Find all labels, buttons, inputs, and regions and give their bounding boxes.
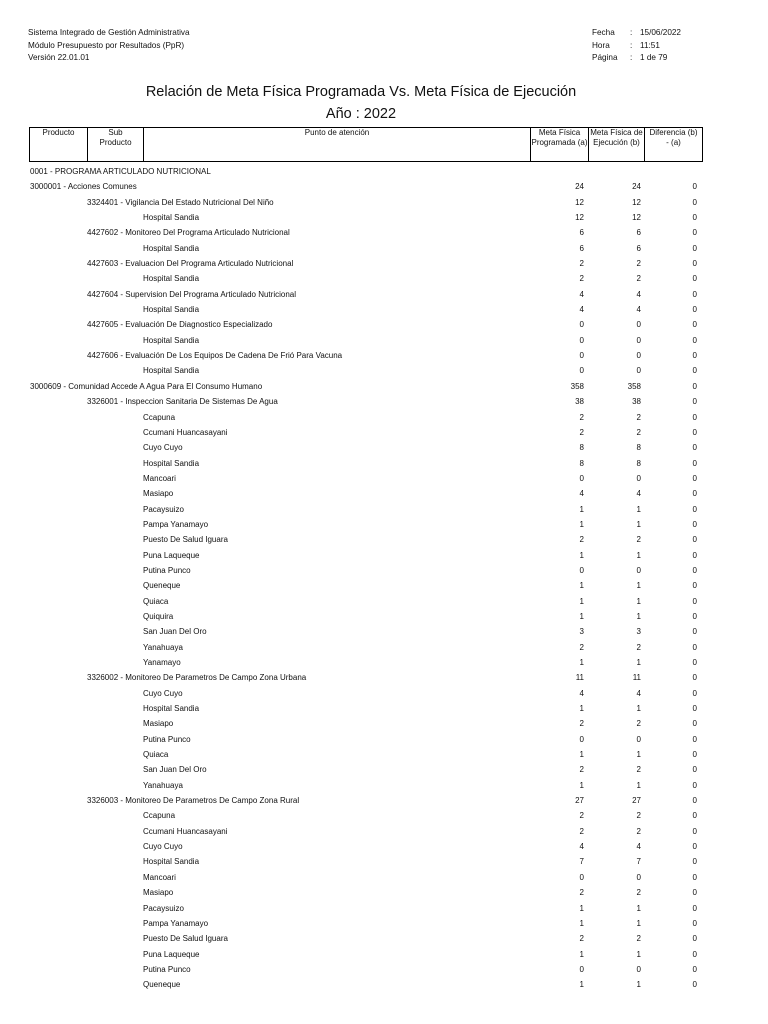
diferencia-value: 0 (692, 627, 697, 637)
row-label: Queneque (143, 980, 181, 990)
meta-programada-value: 0 (579, 320, 584, 330)
meta-ejecucion-value: 1 (636, 519, 641, 529)
meta-ejecucion-value: 12 (632, 213, 641, 223)
meta-programada-value: 6 (579, 228, 584, 238)
diferencia-value: 0 (692, 611, 697, 621)
diferencia-value: 0 (692, 535, 697, 545)
diferencia-value: 0 (692, 228, 697, 238)
row-label: Hospital Sandia (143, 704, 200, 714)
diferencia-value: 0 (692, 980, 697, 990)
row-label: Mancoari (143, 473, 176, 483)
meta-programada-value: 358 (570, 381, 584, 391)
meta-ejecucion-value: 2 (636, 412, 641, 422)
meta-programada-value: 4 (579, 289, 584, 299)
report-title: Relación de Meta Física Programada Vs. Meta Física de Ejecución (145, 84, 577, 100)
meta-ejecucion-value: 2 (636, 642, 641, 652)
meta-programada-value: 1 (579, 658, 584, 667)
meta-ejecucion-value: 2 (636, 888, 641, 898)
row-label: Pampa Yanamayo (143, 519, 209, 529)
row-label: Cuyo Cuyo (143, 688, 183, 698)
facility-row (0, 762, 768, 777)
meta-ejecucion-value: 7 (636, 857, 641, 867)
subproduct-row (0, 195, 768, 210)
diferencia-value: 0 (692, 182, 697, 192)
meta-programada-value: 4 (579, 305, 584, 315)
meta-programada-value: 24 (575, 182, 584, 192)
meta-ejecucion-value: 11 (632, 673, 641, 683)
row-label: Pacaysuizo (143, 903, 184, 913)
facility-row (0, 839, 768, 854)
meta-ejecucion-value: 2 (636, 719, 641, 729)
meta-ejecucion-value: 6 (636, 243, 641, 253)
facility-row (0, 517, 768, 532)
diferencia-value: 0 (692, 964, 697, 974)
fecha-value: 15/06/2022 (640, 28, 681, 37)
diferencia-value: 0 (692, 519, 697, 529)
row-label: 0001 - PROGRAMA ARTICULADO NUTRICIONAL (30, 167, 211, 176)
facility-row (0, 686, 768, 701)
row-label: 4427604 - Supervision Del Programa Articulado Nutricional (87, 289, 296, 299)
diferencia-value: 0 (692, 826, 697, 836)
meta-ejecucion-value: 0 (636, 320, 641, 330)
meta-programada-value: 1 (579, 704, 584, 714)
facility-row (0, 732, 768, 747)
meta-programada-value: 2 (579, 888, 584, 898)
pagina-colon: : (630, 53, 633, 62)
fecha-colon: : (630, 28, 633, 37)
row-label: Yanahuaya (143, 642, 183, 652)
meta-ejecucion-value: 3 (636, 627, 641, 637)
row-label: Hospital Sandia (143, 305, 200, 315)
meta-programada-value: 38 (575, 397, 584, 407)
meta-ejecucion-value: 38 (632, 397, 641, 407)
meta-ejecucion-value: 4 (636, 305, 641, 315)
column-header-table (29, 127, 703, 162)
meta-programada-value: 1 (579, 980, 584, 990)
row-label: Pacaysuizo (143, 504, 184, 514)
row-label: Puesto De Salud Iguara (143, 934, 228, 944)
row-label: Quiaca (143, 596, 169, 606)
meta-programada-value: 1 (579, 903, 584, 913)
product-row (0, 179, 768, 194)
diferencia-value: 0 (692, 918, 697, 928)
meta-programada-value: 2 (579, 412, 584, 422)
facility-row (0, 962, 768, 977)
meta-programada-value: 27 (575, 796, 584, 806)
subproduct-row (0, 225, 768, 240)
meta-ejecucion-value: 8 (636, 458, 641, 468)
row-label: Putina Punco (143, 964, 191, 974)
meta-ejecucion-value: 1 (636, 918, 641, 928)
meta-ejecucion-value: 2 (636, 826, 641, 836)
diferencia-value: 0 (692, 704, 697, 714)
row-label: Queneque (143, 581, 181, 591)
facility-row (0, 916, 768, 931)
row-label: 3326002 - Monitoreo De Parametros De Campo Zona Urbana (87, 673, 307, 683)
row-label: Hospital Sandia (143, 857, 200, 867)
diferencia-value: 0 (692, 427, 697, 437)
meta-ejecucion-value: 6 (636, 228, 641, 238)
facility-row (0, 609, 768, 624)
diferencia-value: 0 (692, 811, 697, 821)
meta-programada-value: 1 (579, 581, 584, 591)
diferencia-value: 0 (692, 243, 697, 253)
facility-row (0, 655, 768, 670)
meta-programada-value: 1 (579, 611, 584, 621)
facility-row (0, 885, 768, 900)
facility-row (0, 931, 768, 946)
row-label: Puna Laqueque (143, 550, 200, 560)
meta-programada-value: 6 (579, 243, 584, 253)
meta-ejecucion-value: 1 (636, 704, 641, 714)
meta-ejecucion-value: 2 (636, 934, 641, 944)
row-label: Yanamayo (143, 658, 181, 667)
diferencia-value: 0 (692, 443, 697, 453)
meta-ejecucion-value: 4 (636, 842, 641, 852)
diferencia-value: 0 (692, 719, 697, 729)
hora-value: 11:51 (640, 40, 660, 50)
report-year: Año : 2022 (325, 106, 397, 122)
col-diferencia (645, 128, 703, 162)
diferencia-value: 0 (692, 872, 697, 882)
row-label: 3000001 - Acciones Comunes (30, 182, 137, 192)
meta-programada-value: 12 (575, 213, 584, 223)
meta-ejecucion-value: 4 (636, 489, 641, 499)
diferencia-value: 0 (692, 305, 697, 315)
diferencia-value: 0 (692, 888, 697, 898)
subproduct-row (0, 256, 768, 271)
diferencia-value: 0 (692, 274, 697, 284)
report-header-right (592, 27, 681, 65)
subproduct-row (0, 317, 768, 332)
row-label: Mancoari (143, 872, 176, 882)
product-row (0, 379, 768, 394)
meta-programada-value: 0 (579, 734, 584, 744)
diferencia-value: 0 (692, 381, 697, 391)
meta-ejecucion-value: 2 (636, 427, 641, 437)
meta-programada-value: 4 (579, 842, 584, 852)
diferencia-value: 0 (692, 903, 697, 913)
meta-programada-value: 1 (579, 596, 584, 606)
meta-programada-value: 2 (579, 765, 584, 775)
meta-ejecucion-value: 0 (636, 366, 641, 376)
meta-ejecucion-value: 1 (636, 949, 641, 959)
meta-programada-value: 0 (579, 964, 584, 974)
meta-programada-value: 0 (579, 335, 584, 345)
col-diferencia-label: Diferencia (b) - (a) (649, 128, 698, 147)
subproduct-row (0, 394, 768, 409)
row-label: 3326003 - Monitoreo De Parametros De Campo Zona Rural (87, 796, 300, 806)
meta-programada-value: 8 (579, 443, 584, 453)
meta-programada-value: 1 (579, 750, 584, 760)
row-label: Ccapuna (143, 811, 176, 821)
meta-programada-value: 2 (579, 274, 584, 284)
system-name: Sistema Integrado de Gestión Administrativa (28, 28, 190, 37)
row-label: 3326001 - Inspeccion Sanitaria De Sistemas De Agua (87, 397, 278, 407)
meta-programada-value: 2 (579, 719, 584, 729)
subproduct-row (0, 348, 768, 363)
diferencia-value: 0 (692, 565, 697, 575)
program-row (0, 164, 768, 179)
pagina-row (592, 52, 681, 65)
col-meta-ejecucion: Meta Física de Ejecución (b) (589, 128, 645, 162)
diferencia-value: 0 (692, 397, 697, 407)
facility-row (0, 824, 768, 839)
diferencia-value: 0 (692, 259, 697, 269)
meta-ejecucion-value: 1 (636, 596, 641, 606)
fecha-row (592, 27, 681, 40)
diferencia-value: 0 (692, 550, 697, 560)
facility-row (0, 578, 768, 593)
row-label: Hospital Sandia (143, 213, 200, 223)
meta-programada-value: 1 (579, 504, 584, 514)
subproduct-row (0, 287, 768, 302)
row-label: Masiapo (143, 719, 174, 729)
diferencia-value: 0 (692, 197, 697, 207)
facility-row (0, 778, 768, 793)
row-label: Cuyo Cuyo (143, 842, 183, 852)
meta-ejecucion-value: 1 (636, 903, 641, 913)
meta-ejecucion-value: 1 (636, 750, 641, 760)
col-sub-producto-label: Sub Producto (99, 128, 132, 147)
facility-row (0, 425, 768, 440)
meta-ejecucion-value: 1 (636, 504, 641, 514)
facility-row (0, 870, 768, 885)
meta-ejecucion-value: 1 (636, 581, 641, 591)
report-rows (0, 164, 768, 993)
row-label: Putina Punco (143, 734, 191, 744)
row-label: 4427603 - Evaluacion Del Programa Articulado Nutricional (87, 259, 294, 269)
fecha-label: Fecha (592, 28, 615, 37)
facility-row (0, 747, 768, 762)
facility-row (0, 947, 768, 962)
meta-ejecucion-value: 12 (632, 197, 641, 207)
row-label: Ccumani Huancasayani (143, 427, 228, 437)
meta-ejecucion-value: 4 (636, 289, 641, 299)
meta-programada-value: 0 (579, 473, 584, 483)
row-label: Quiaca (143, 750, 169, 760)
diferencia-value: 0 (692, 765, 697, 775)
hora-row (592, 40, 681, 53)
meta-ejecucion-value: 1 (636, 611, 641, 621)
facility-row (0, 548, 768, 563)
facility-row (0, 363, 768, 378)
meta-programada-value: 0 (579, 366, 584, 376)
meta-programada-value: 1 (579, 918, 584, 928)
diferencia-value: 0 (692, 796, 697, 806)
facility-row (0, 440, 768, 455)
pagina-label: Página (592, 53, 618, 62)
meta-ejecucion-value: 1 (636, 550, 641, 560)
meta-programada-value: 2 (579, 259, 584, 269)
diferencia-value: 0 (692, 351, 697, 361)
meta-ejecucion-value: 2 (636, 535, 641, 545)
hora-label: Hora (592, 40, 610, 50)
row-label: Pampa Yanamayo (143, 918, 209, 928)
col-producto: Producto (30, 128, 88, 162)
meta-programada-value: 12 (575, 197, 584, 207)
meta-programada-value: 2 (579, 642, 584, 652)
row-label: Hospital Sandia (143, 335, 200, 345)
diferencia-value: 0 (692, 658, 697, 667)
facility-row (0, 271, 768, 286)
row-label: Putina Punco (143, 565, 191, 575)
meta-programada-value: 1 (579, 550, 584, 560)
diferencia-value: 0 (692, 504, 697, 514)
diferencia-value: 0 (692, 596, 697, 606)
meta-programada-value: 7 (579, 857, 584, 867)
meta-ejecucion-value: 0 (636, 964, 641, 974)
facility-row (0, 901, 768, 916)
meta-programada-value: 0 (579, 872, 584, 882)
diferencia-value: 0 (692, 857, 697, 867)
col-meta-programada: Meta Física Programada (a) (531, 128, 589, 162)
row-label: Cuyo Cuyo (143, 443, 183, 453)
meta-ejecucion-value: 1 (636, 980, 641, 990)
module-name: Módulo Presupuesto por Resultados (PpR) (28, 40, 185, 50)
facility-row (0, 333, 768, 348)
diferencia-value: 0 (692, 750, 697, 760)
subproduct-row (0, 793, 768, 808)
row-label: Masiapo (143, 489, 174, 499)
meta-programada-value: 3 (579, 627, 584, 637)
meta-programada-value: 2 (579, 811, 584, 821)
row-label: 4427606 - Evaluación De Los Equipos De Cadena De Frió Para Vacuna (87, 351, 343, 361)
facility-row (0, 594, 768, 609)
meta-ejecucion-value: 4 (636, 688, 641, 698)
facility-row (0, 808, 768, 823)
facility-row (0, 302, 768, 317)
diferencia-value: 0 (692, 842, 697, 852)
row-label: San Juan Del Oro (143, 627, 207, 637)
diferencia-value: 0 (692, 688, 697, 698)
row-label: Quiquira (143, 611, 174, 621)
meta-ejecucion-value: 0 (636, 734, 641, 744)
row-label: Yanahuaya (143, 780, 183, 790)
row-label: San Juan Del Oro (143, 765, 207, 775)
row-label: Hospital Sandia (143, 274, 200, 284)
facility-row (0, 456, 768, 471)
facility-row (0, 486, 768, 501)
meta-programada-value: 11 (575, 673, 584, 683)
row-label: Ccumani Huancasayani (143, 826, 228, 836)
meta-ejecucion-value: 0 (636, 473, 641, 483)
facility-row (0, 563, 768, 578)
meta-programada-value: 8 (579, 458, 584, 468)
facility-row (0, 624, 768, 639)
row-label: 3000609 - Comunidad Accede A Agua Para El Consumo Humano (30, 381, 263, 391)
report-header-left (28, 27, 190, 65)
meta-programada-value: 1 (579, 519, 584, 529)
meta-ejecucion-value: 1 (636, 780, 641, 790)
meta-programada-value: 1 (579, 949, 584, 959)
diferencia-value: 0 (692, 335, 697, 345)
diferencia-value: 0 (692, 366, 697, 376)
meta-ejecucion-value: 0 (636, 351, 641, 361)
meta-ejecucion-value: 2 (636, 274, 641, 284)
meta-ejecucion-value: 1 (636, 658, 641, 667)
meta-programada-value: 2 (579, 934, 584, 944)
facility-row (0, 701, 768, 716)
facility-row (0, 640, 768, 655)
meta-programada-value: 4 (579, 688, 584, 698)
meta-programada-value: 4 (579, 489, 584, 499)
diferencia-value: 0 (692, 934, 697, 944)
facility-row (0, 502, 768, 517)
meta-programada-value: 2 (579, 427, 584, 437)
meta-ejecucion-value: 2 (636, 765, 641, 775)
meta-ejecucion-value: 0 (636, 335, 641, 345)
row-label: Hospital Sandia (143, 458, 200, 468)
meta-programada-value: 0 (579, 565, 584, 575)
diferencia-value: 0 (692, 412, 697, 422)
facility-row (0, 854, 768, 869)
diferencia-value: 0 (692, 673, 697, 683)
diferencia-value: 0 (692, 289, 697, 299)
pagina-value: 1 de 79 (640, 53, 668, 62)
diferencia-value: 0 (692, 489, 697, 499)
facility-row (0, 210, 768, 225)
facility-row (0, 716, 768, 731)
row-label: 3324401 - Vigilancia Del Estado Nutricional Del Niño (87, 197, 274, 207)
facility-row (0, 977, 768, 992)
facility-row (0, 532, 768, 547)
diferencia-value: 0 (692, 320, 697, 330)
diferencia-value: 0 (692, 949, 697, 959)
diferencia-value: 0 (692, 458, 697, 468)
row-label: Puesto De Salud Iguara (143, 535, 228, 545)
meta-ejecucion-value: 2 (636, 259, 641, 269)
meta-ejecucion-value: 0 (636, 565, 641, 575)
meta-programada-value: 2 (579, 535, 584, 545)
row-label: Masiapo (143, 888, 174, 898)
meta-programada-value: 2 (579, 826, 584, 836)
row-label: Puna Laqueque (143, 949, 200, 959)
col-punto-atencion: Punto de atención (144, 128, 531, 162)
row-label: 4427605 - Evaluación De Diagnostico Especializado (87, 320, 273, 330)
diferencia-value: 0 (692, 213, 697, 223)
diferencia-value: 0 (692, 581, 697, 591)
version-label: Versión 22.01.01 (28, 53, 90, 62)
facility-row (0, 241, 768, 256)
meta-ejecucion-value: 0 (636, 872, 641, 882)
facility-row (0, 471, 768, 486)
row-label: Hospital Sandia (143, 243, 200, 253)
col-sub-producto (88, 128, 144, 162)
meta-ejecucion-value: 358 (627, 381, 641, 391)
meta-ejecucion-value: 24 (632, 182, 641, 192)
subproduct-row (0, 670, 768, 685)
facility-row (0, 410, 768, 425)
meta-programada-value: 0 (579, 351, 584, 361)
row-label: Hospital Sandia (143, 366, 200, 376)
diferencia-value: 0 (692, 473, 697, 483)
diferencia-value: 0 (692, 734, 697, 744)
meta-ejecucion-value: 2 (636, 811, 641, 821)
diferencia-value: 0 (692, 780, 697, 790)
hora-colon: : (630, 40, 633, 50)
row-label: 4427602 - Monitoreo Del Programa Articulado Nutricional (87, 228, 290, 238)
row-label: Ccapuna (143, 412, 176, 422)
meta-programada-value: 1 (579, 780, 584, 790)
meta-ejecucion-value: 8 (636, 443, 641, 453)
meta-ejecucion-value: 27 (632, 796, 641, 806)
diferencia-value: 0 (692, 642, 697, 652)
